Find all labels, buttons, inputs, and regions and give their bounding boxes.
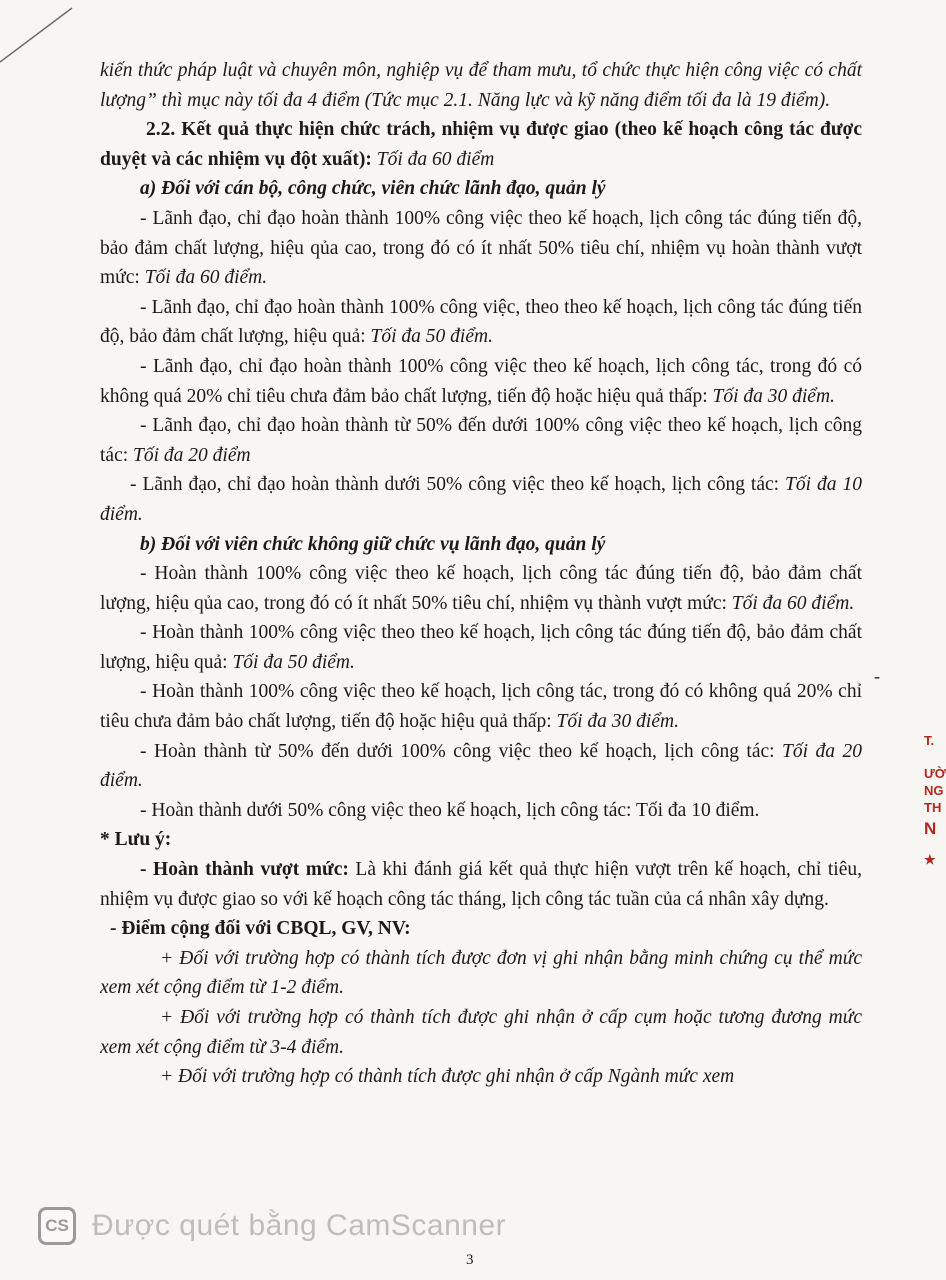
list-item-text: - Hoàn thành 100% công việc theo kế hoạch, lịch công tác đúng tiến độ, bảo đảm chất lượng, hiệu qủa cao, trong đó có ít nhất 50% tiêu chí, nhiệm vụ thành vượt mức: bbox=[100, 563, 862, 614]
list-item-text: - Lãnh đạo, chỉ đạo hoàn thành dưới 50% công việc theo kế hoạch, lịch công tác: bbox=[130, 474, 786, 496]
subheading-b: b) Đối với viên chức không giữ chức vụ lãnh đạo, quản lý bbox=[140, 533, 606, 555]
list-item-text: - Hoàn thành từ 50% đến dưới 100% công việc theo kế hoạch, lịch công tác: bbox=[140, 740, 783, 762]
list-item bbox=[100, 618, 862, 677]
list-item bbox=[100, 470, 862, 529]
red-stamp-fragment bbox=[924, 728, 946, 868]
stamp-line: T. bbox=[924, 733, 935, 748]
stamp-line: NG bbox=[924, 783, 944, 798]
note-bonus-heading: - Điểm cộng đối với CBQL, GV, NV: bbox=[110, 918, 411, 940]
list-item-text: - Lãnh đạo, chỉ đạo hoàn thành từ 50% đến dưới 100% công việc theo kế hoạch, lịch công tác: bbox=[100, 415, 862, 466]
list-item-text: - Hoàn thành 100% công việc theo kế hoạch, lịch công tác, trong đó có không quá 20% chỉ tiêu chưa đảm bảo chất lượng, tiến độ hoặc hiệu quả thấp: bbox=[100, 681, 862, 733]
list-item-text: - Lãnh đạo, chỉ đạo hoàn thành 100% công việc theo kế hoạch, lịch công tác, trong đó có không quá 20% chỉ tiêu chưa đảm bảo chất lượng, tiến độ hoặc hiệu quả thấp: bbox=[100, 355, 862, 407]
list-item bbox=[100, 677, 862, 736]
list-item bbox=[100, 559, 862, 618]
list-item-text: - Hoàn thành 100% công việc theo theo kế hoạch, lịch công tác đúng tiến độ, bảo đảm chất lượng, hiệu quả: bbox=[100, 622, 862, 673]
note-item-text: Là khi đánh giá kết quả thực hiện vượt trên kế hoạch, chỉ tiêu, nhiệm vụ được giao so với kế hoạch công tác tháng, lịch công tác tuần của cá nhân xây dựng. bbox=[100, 859, 862, 910]
paragraph-continuation: kiến thức pháp luật và chuyên môn, nghiệp vụ để tham mưu, tổ chức thực hiện công việc có chất lượng” thì mục này tối đa 4 điểm (Tức mục 2.1. Năng lực và kỹ năng điểm tối đa là 19 điểm). bbox=[100, 60, 862, 111]
list-item: - Hoàn thành dưới 50% công việc theo kế hoạch, lịch công tác: Tối đa 10 điểm. bbox=[140, 799, 760, 821]
list-item bbox=[100, 204, 862, 293]
stamp-line: ƯỜ bbox=[924, 766, 946, 781]
list-item bbox=[100, 293, 862, 352]
margin-mark: - bbox=[874, 666, 880, 686]
document-body bbox=[100, 56, 862, 1092]
list-item-score: Tối đa 50 điểm. bbox=[232, 651, 355, 673]
bonus-item: + Đối với trường hợp có thành tích được đơn vị ghi nhận bằng minh chứng cụ thể mức xem xét cộng điểm từ 1-2 điểm. bbox=[100, 947, 862, 999]
list-item-score: Tối đa 30 điểm. bbox=[556, 711, 679, 733]
stamp-line: TH bbox=[924, 800, 942, 815]
list-item-score: Tối đa 30 điểm. bbox=[712, 385, 835, 407]
stamp-line: N bbox=[924, 819, 937, 838]
list-item-score: Tối đa 60 điểm. bbox=[144, 267, 268, 289]
note-item-label: - Hoàn thành vượt mức: bbox=[140, 859, 349, 881]
page-number: 3 bbox=[466, 1252, 474, 1268]
list-item-score: Tối đa 20 điểm bbox=[133, 444, 251, 466]
camscanner-logo-icon: CS bbox=[38, 1207, 76, 1245]
watermark-text: Được quét bằng CamScanner bbox=[92, 1209, 507, 1242]
stamp-star-icon: ★ bbox=[924, 852, 936, 867]
list-item-score: Tối đa 20 điểm. bbox=[100, 740, 862, 792]
subheading-a: a) Đối với cán bộ, công chức, viên chức lãnh đạo, quản lý bbox=[140, 178, 606, 200]
note-title: * Lưu ý: bbox=[100, 829, 172, 851]
note-item bbox=[100, 855, 862, 914]
list-item-text: - Lãnh đạo, chỉ đạo hoàn thành 100% công việc theo kế hoạch, lịch công tác đúng tiến độ, bảo đảm chất lượng, hiệu qủa cao, trong đó có ít nhất 50% tiêu chí, nhiệm vụ hoàn thành vượt mức: bbox=[100, 207, 862, 289]
list-item bbox=[100, 352, 862, 411]
section-heading-max: Tối đa 60 điểm bbox=[371, 148, 495, 170]
list-item-score: Tối đa 60 điểm. bbox=[731, 592, 855, 614]
camscanner-watermark bbox=[38, 1204, 506, 1248]
list-item-text: - Lãnh đạo, chỉ đạo hoàn thành 100% công việc, theo theo kế hoạch, lịch công tác đúng tiến độ, bảo đảm chất lượng, hiệu quả: bbox=[100, 296, 862, 348]
list-item bbox=[100, 411, 862, 470]
list-item-score: Tối đa 50 điểm. bbox=[370, 326, 493, 348]
list-item bbox=[100, 737, 862, 796]
section-heading-text: 2.2. Kết quả thực hiện chức trách, nhiệm vụ được giao (theo kế hoạch công tác được duyệt và các nhiệm vụ đột xuất): bbox=[100, 119, 862, 170]
bonus-item: + Đối với trường hợp có thành tích được ghi nhận ở cấp Ngành mức xem bbox=[160, 1066, 735, 1088]
bonus-item: + Đối với trường hợp có thành tích được ghi nhận ở cấp cụm hoặc tương đương mức xem xét cộng điểm từ 3-4 điểm. bbox=[100, 1007, 862, 1058]
scan-corner-line bbox=[0, 0, 90, 70]
section-heading-2-2 bbox=[100, 115, 862, 174]
list-item-score: Tối đa 10 điểm. bbox=[100, 474, 862, 525]
